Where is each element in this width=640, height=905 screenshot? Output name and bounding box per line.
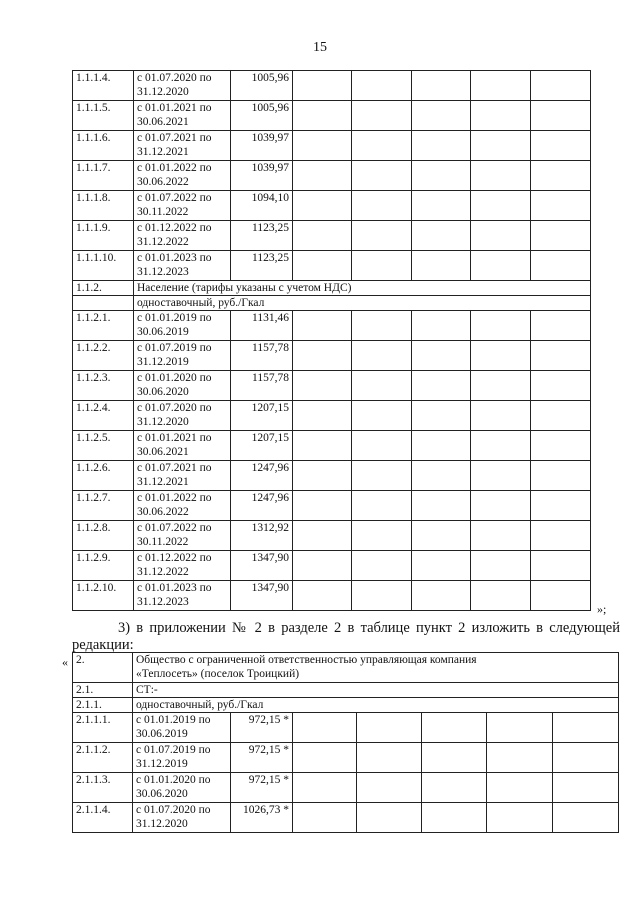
- empty-cell: [293, 713, 357, 743]
- table-row: [73, 491, 591, 521]
- period-end: 31.12.2020: [137, 86, 189, 98]
- empty-cell: [471, 101, 531, 131]
- empty-cell: [471, 401, 531, 431]
- period-start: с 01.07.2021 по: [137, 462, 212, 474]
- row-code: 1.1.2.6.: [73, 461, 134, 491]
- empty-cell: [412, 341, 471, 371]
- period-start: с 01.01.2022 по: [137, 492, 212, 504]
- tariff-value: 972,15 *: [231, 713, 293, 743]
- empty-cell: [471, 191, 531, 221]
- period-end: 31.12.2021: [137, 146, 189, 158]
- empty-cell: [471, 71, 531, 101]
- period-end: 30.06.2020: [136, 788, 188, 800]
- table-row: [73, 161, 591, 191]
- period-cell: [134, 371, 231, 401]
- period-cell: [134, 71, 231, 101]
- period-end: 30.06.2022: [137, 506, 189, 518]
- empty-cell: [412, 521, 471, 551]
- empty-cell: [553, 743, 619, 773]
- row-code: 2.1.1.: [73, 698, 133, 713]
- period-start: с 01.01.2019 по: [137, 312, 212, 324]
- empty-cell: [293, 311, 352, 341]
- table-row: [73, 551, 591, 581]
- empty-cell: [471, 131, 531, 161]
- empty-cell: [73, 296, 134, 311]
- empty-cell: [471, 221, 531, 251]
- empty-cell: [531, 491, 591, 521]
- empty-cell: [412, 161, 471, 191]
- empty-cell: [422, 713, 487, 743]
- empty-cell: [487, 773, 553, 803]
- empty-cell: [352, 221, 412, 251]
- period-start: с 01.12.2022 по: [137, 222, 212, 234]
- period-cell: [133, 713, 231, 743]
- empty-cell: [531, 551, 591, 581]
- empty-cell: [357, 803, 422, 833]
- empty-cell: [293, 101, 352, 131]
- empty-cell: [412, 371, 471, 401]
- table-row: [73, 131, 591, 161]
- organization-name: [133, 653, 619, 683]
- row-code: 1.1.2.10.: [73, 581, 134, 611]
- period-end: 31.12.2021: [137, 476, 189, 488]
- empty-cell: [293, 221, 352, 251]
- empty-cell: [531, 161, 591, 191]
- empty-cell: [293, 131, 352, 161]
- empty-cell: [471, 161, 531, 191]
- empty-cell: [357, 743, 422, 773]
- table-row: [73, 431, 591, 461]
- table-row: [73, 803, 619, 833]
- period-start: с 01.01.2022 по: [137, 162, 212, 174]
- row-code: 1.1.1.5.: [73, 101, 134, 131]
- amendment-line-1: 3) в приложении № 2 в разделе 2 в таблице пункт 2 изложить в следующей: [118, 620, 620, 636]
- empty-cell: [531, 521, 591, 551]
- empty-cell: [352, 131, 412, 161]
- row-code: 1.1.1.8.: [73, 191, 134, 221]
- empty-cell: [352, 371, 412, 401]
- period-cell: [134, 401, 231, 431]
- table-row: [73, 191, 591, 221]
- empty-cell: [293, 341, 352, 371]
- row-label: Население (тарифы указаны с учетом НДС): [134, 281, 591, 296]
- empty-cell: [412, 191, 471, 221]
- empty-cell: [553, 803, 619, 833]
- table-row: [73, 311, 591, 341]
- period-start: с 01.01.2020 по: [137, 372, 212, 384]
- empty-cell: [412, 431, 471, 461]
- row-code: 1.1.2.1.: [73, 311, 134, 341]
- row-label: одноставочный, руб./Гкал: [134, 296, 591, 311]
- period-cell: [134, 221, 231, 251]
- empty-cell: [357, 773, 422, 803]
- period-cell: [134, 311, 231, 341]
- empty-cell: [293, 371, 352, 401]
- empty-cell: [293, 491, 352, 521]
- row-code: 1.1.1.4.: [73, 71, 134, 101]
- period-cell: [134, 191, 231, 221]
- empty-cell: [531, 311, 591, 341]
- table-row: [73, 461, 591, 491]
- tariff-value: 972,15 *: [231, 773, 293, 803]
- empty-cell: [293, 401, 352, 431]
- table-row: [73, 521, 591, 551]
- period-end: 31.12.2022: [137, 566, 189, 578]
- period-end: 30.06.2022: [137, 176, 189, 188]
- empty-cell: [293, 581, 352, 611]
- empty-cell: [531, 251, 591, 281]
- period-start: с 01.07.2022 по: [137, 522, 212, 534]
- empty-cell: [293, 773, 357, 803]
- tariff-value: 972,15 *: [231, 743, 293, 773]
- empty-cell: [471, 311, 531, 341]
- tariff-value: 1026,73 *: [231, 803, 293, 833]
- empty-cell: [531, 71, 591, 101]
- empty-cell: [352, 191, 412, 221]
- empty-cell: [412, 71, 471, 101]
- tariff-value: 1005,96: [231, 101, 293, 131]
- row-code: 1.1.2.9.: [73, 551, 134, 581]
- tariff-value: 1005,96: [231, 71, 293, 101]
- empty-cell: [293, 251, 352, 281]
- period-cell: [134, 581, 231, 611]
- empty-cell: [412, 221, 471, 251]
- empty-cell: [471, 431, 531, 461]
- empty-cell: [412, 131, 471, 161]
- period-end: 31.12.2020: [136, 818, 188, 830]
- table-row: [73, 101, 591, 131]
- empty-cell: [293, 431, 352, 461]
- row-code: 1.1.2.8.: [73, 521, 134, 551]
- table-row: [73, 581, 591, 611]
- table-opening-quote: «: [62, 655, 68, 669]
- table-row: [73, 341, 591, 371]
- period-start: с 01.07.2019 по: [137, 342, 212, 354]
- row-code: 1.1.2.: [73, 281, 134, 296]
- tariff-value: 1039,97: [231, 161, 293, 191]
- empty-cell: [412, 491, 471, 521]
- empty-cell: [352, 341, 412, 371]
- period-end: 31.12.2020: [137, 416, 189, 428]
- tariff-value: 1094,10: [231, 191, 293, 221]
- empty-cell: [352, 161, 412, 191]
- empty-cell: [352, 311, 412, 341]
- table-row: [73, 743, 619, 773]
- period-start: с 01.07.2020 по: [137, 402, 212, 414]
- row-code: 2.1.1.3.: [73, 773, 133, 803]
- tariff-value: 1312,92: [231, 521, 293, 551]
- empty-cell: [487, 743, 553, 773]
- row-label: СТ:-: [133, 683, 619, 698]
- empty-cell: [352, 491, 412, 521]
- period-end: 31.12.2019: [136, 758, 188, 770]
- empty-cell: [531, 191, 591, 221]
- tariff-value: 1207,15: [231, 401, 293, 431]
- empty-cell: [352, 101, 412, 131]
- tariff-table-2: [72, 652, 619, 833]
- empty-cell: [357, 713, 422, 743]
- empty-cell: [293, 161, 352, 191]
- row-code: 2.1.1.2.: [73, 743, 133, 773]
- row-code: 1.1.2.4.: [73, 401, 134, 431]
- tariff-value: 1123,25: [231, 221, 293, 251]
- period-start: с 01.07.2020 по: [136, 804, 211, 816]
- period-cell: [134, 461, 231, 491]
- tariff-value: 1247,96: [231, 491, 293, 521]
- empty-cell: [471, 581, 531, 611]
- empty-cell: [293, 743, 357, 773]
- tariff-value: 1157,78: [231, 341, 293, 371]
- empty-cell: [293, 521, 352, 551]
- empty-cell: [293, 71, 352, 101]
- period-start: с 01.07.2019 по: [136, 744, 211, 756]
- period-end: 31.12.2019: [137, 356, 189, 368]
- empty-cell: [352, 461, 412, 491]
- empty-cell: [531, 431, 591, 461]
- empty-cell: [531, 341, 591, 371]
- row-label: одноставочный, руб./Гкал: [133, 698, 619, 713]
- empty-cell: [412, 311, 471, 341]
- empty-cell: [293, 461, 352, 491]
- tariff-value: 1157,78: [231, 371, 293, 401]
- period-start: с 01.07.2021 по: [137, 132, 212, 144]
- period-end: 30.06.2021: [137, 116, 189, 128]
- empty-cell: [531, 221, 591, 251]
- table-row: [73, 371, 591, 401]
- empty-cell: [422, 773, 487, 803]
- empty-cell: [293, 191, 352, 221]
- row-code: 2.: [73, 653, 133, 683]
- period-cell: [134, 431, 231, 461]
- row-code: 2.1.: [73, 683, 133, 698]
- empty-cell: [352, 71, 412, 101]
- empty-cell: [412, 401, 471, 431]
- row-code: 2.1.1.1.: [73, 713, 133, 743]
- empty-cell: [352, 401, 412, 431]
- empty-cell: [471, 551, 531, 581]
- row-code: 1.1.2.7.: [73, 491, 134, 521]
- period-cell: [133, 743, 231, 773]
- empty-cell: [531, 461, 591, 491]
- period-start: с 01.01.2019 по: [136, 714, 211, 726]
- page-number: 15: [313, 40, 327, 55]
- empty-cell: [471, 341, 531, 371]
- table-row: [73, 401, 591, 431]
- empty-cell: [352, 431, 412, 461]
- empty-cell: [553, 773, 619, 803]
- period-end: 30.06.2021: [137, 446, 189, 458]
- empty-cell: [352, 551, 412, 581]
- empty-cell: [531, 581, 591, 611]
- empty-cell: [412, 101, 471, 131]
- tariff-value: 1123,25: [231, 251, 293, 281]
- table-closing-quote: »;: [597, 602, 607, 616]
- period-cell: [134, 551, 231, 581]
- empty-cell: [471, 371, 531, 401]
- table-row: [73, 281, 591, 296]
- row-code: 1.1.2.3.: [73, 371, 134, 401]
- empty-cell: [293, 551, 352, 581]
- period-start: с 01.01.2021 по: [137, 102, 212, 114]
- period-cell: [134, 491, 231, 521]
- row-code: 1.1.1.10.: [73, 251, 134, 281]
- period-end: 31.12.2022: [137, 236, 189, 248]
- tariff-value: 1347,90: [231, 581, 293, 611]
- period-start: с 01.07.2022 по: [137, 192, 212, 204]
- amendment-paragraph: [72, 620, 620, 654]
- empty-cell: [412, 461, 471, 491]
- empty-cell: [471, 461, 531, 491]
- table-row: [73, 653, 619, 683]
- empty-cell: [531, 131, 591, 161]
- period-cell: [134, 341, 231, 371]
- empty-cell: [471, 251, 531, 281]
- empty-cell: [422, 743, 487, 773]
- empty-cell: [352, 251, 412, 281]
- period-end: 30.06.2019: [137, 326, 189, 338]
- period-end: 30.06.2019: [136, 728, 188, 740]
- table-row: [73, 251, 591, 281]
- empty-cell: [352, 521, 412, 551]
- row-code: 2.1.1.4.: [73, 803, 133, 833]
- empty-cell: [471, 491, 531, 521]
- org-name-line-1: Общество с ограниченной ответственностью управляющая компания: [136, 654, 477, 666]
- org-name-line-2: «Теплосеть» (поселок Троицкий): [136, 668, 300, 680]
- table-row: [73, 698, 619, 713]
- period-end: 30.11.2022: [137, 206, 189, 218]
- period-end: 30.11.2022: [137, 536, 189, 548]
- period-cell: [134, 521, 231, 551]
- amendment-line-2: редакции:: [72, 637, 134, 653]
- period-start: с 01.01.2023 по: [137, 582, 212, 594]
- period-end: 31.12.2023: [137, 596, 189, 608]
- period-cell: [134, 101, 231, 131]
- tariff-value: 1131,46: [231, 311, 293, 341]
- empty-cell: [471, 521, 531, 551]
- empty-cell: [531, 371, 591, 401]
- period-start: с 01.12.2022 по: [137, 552, 212, 564]
- table-row: [73, 71, 591, 101]
- empty-cell: [412, 251, 471, 281]
- period-cell: [134, 161, 231, 191]
- period-start: с 01.01.2020 по: [136, 774, 211, 786]
- period-start: с 01.01.2021 по: [137, 432, 212, 444]
- empty-cell: [412, 551, 471, 581]
- tariff-table-1: [72, 70, 591, 611]
- row-code: 1.1.1.9.: [73, 221, 134, 251]
- empty-cell: [487, 803, 553, 833]
- empty-cell: [422, 803, 487, 833]
- tariff-value: 1247,96: [231, 461, 293, 491]
- table-row: [73, 683, 619, 698]
- table-row: [73, 773, 619, 803]
- period-cell: [133, 803, 231, 833]
- empty-cell: [553, 713, 619, 743]
- row-code: 1.1.1.6.: [73, 131, 134, 161]
- period-cell: [133, 773, 231, 803]
- tariff-value: 1207,15: [231, 431, 293, 461]
- table-row: [73, 713, 619, 743]
- empty-cell: [352, 581, 412, 611]
- table-row: [73, 221, 591, 251]
- row-code: 1.1.2.5.: [73, 431, 134, 461]
- period-start: с 01.01.2023 по: [137, 252, 212, 264]
- table-row: [73, 296, 591, 311]
- period-end: 30.06.2020: [137, 386, 189, 398]
- empty-cell: [531, 101, 591, 131]
- period-start: с 01.07.2020 по: [137, 72, 212, 84]
- period-cell: [134, 251, 231, 281]
- empty-cell: [293, 803, 357, 833]
- row-code: 1.1.1.7.: [73, 161, 134, 191]
- tariff-value: 1039,97: [231, 131, 293, 161]
- empty-cell: [412, 581, 471, 611]
- period-end: 31.12.2023: [137, 266, 189, 278]
- period-cell: [134, 131, 231, 161]
- empty-cell: [487, 713, 553, 743]
- empty-cell: [531, 401, 591, 431]
- row-code: 1.1.2.2.: [73, 341, 134, 371]
- tariff-value: 1347,90: [231, 551, 293, 581]
